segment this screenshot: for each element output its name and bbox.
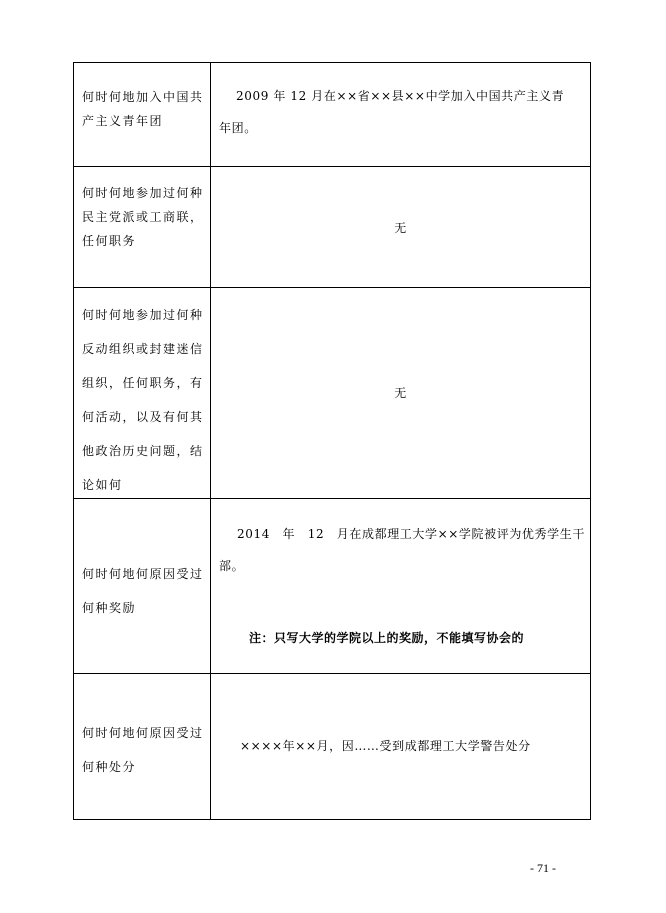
row-content-cell bbox=[211, 63, 590, 166]
table-row bbox=[74, 288, 590, 499]
row-content-cell bbox=[211, 499, 590, 673]
row-label-cell bbox=[74, 288, 211, 498]
info-table bbox=[73, 62, 591, 820]
note-text: 注：只写大学的学院以上的奖励，不能填写协会的 bbox=[249, 631, 525, 645]
row-label-cell bbox=[74, 674, 211, 820]
row-label: 何时何地何原因受过何种处分 bbox=[82, 726, 204, 774]
row-label: 何时何地参加过何种民主党派或工商联，任何职务 bbox=[82, 186, 204, 248]
row-content-cell bbox=[211, 674, 590, 820]
row-content: 无 bbox=[394, 221, 407, 235]
row-content-cell bbox=[211, 288, 590, 498]
row-label-cell bbox=[74, 167, 211, 287]
row-label: 何时何地参加过何种反动组织或封建迷信组织，任何职务，有何活动，以及有何其他政治历史问题，结论如何 bbox=[82, 308, 204, 492]
row-label-cell bbox=[74, 63, 211, 166]
row-label-cell bbox=[74, 499, 211, 673]
row-content-line: 2014 年 12 月在成都理工大学××学院被评为优秀学生干 bbox=[237, 527, 585, 541]
table-row bbox=[74, 499, 590, 674]
row-content-line: 部。 bbox=[219, 559, 245, 573]
row-content-line: 2009 年 12 月在××省××县××中学加入中国共产主义青 bbox=[236, 89, 565, 103]
table-row bbox=[74, 63, 590, 167]
row-content-line: 年团。 bbox=[219, 121, 257, 135]
row-label: 何时何地何原因受过何种奖励 bbox=[82, 567, 204, 615]
row-content-cell bbox=[211, 167, 590, 287]
row-label: 何时何地加入中国共产主义青年团 bbox=[82, 90, 204, 128]
page-number: - 71 - bbox=[530, 861, 556, 875]
table-row bbox=[74, 674, 590, 820]
table-row bbox=[74, 167, 590, 288]
row-content: 无 bbox=[394, 386, 407, 400]
row-content: ××××年××月，因……受到成都理工大学警告处分 bbox=[240, 739, 531, 753]
